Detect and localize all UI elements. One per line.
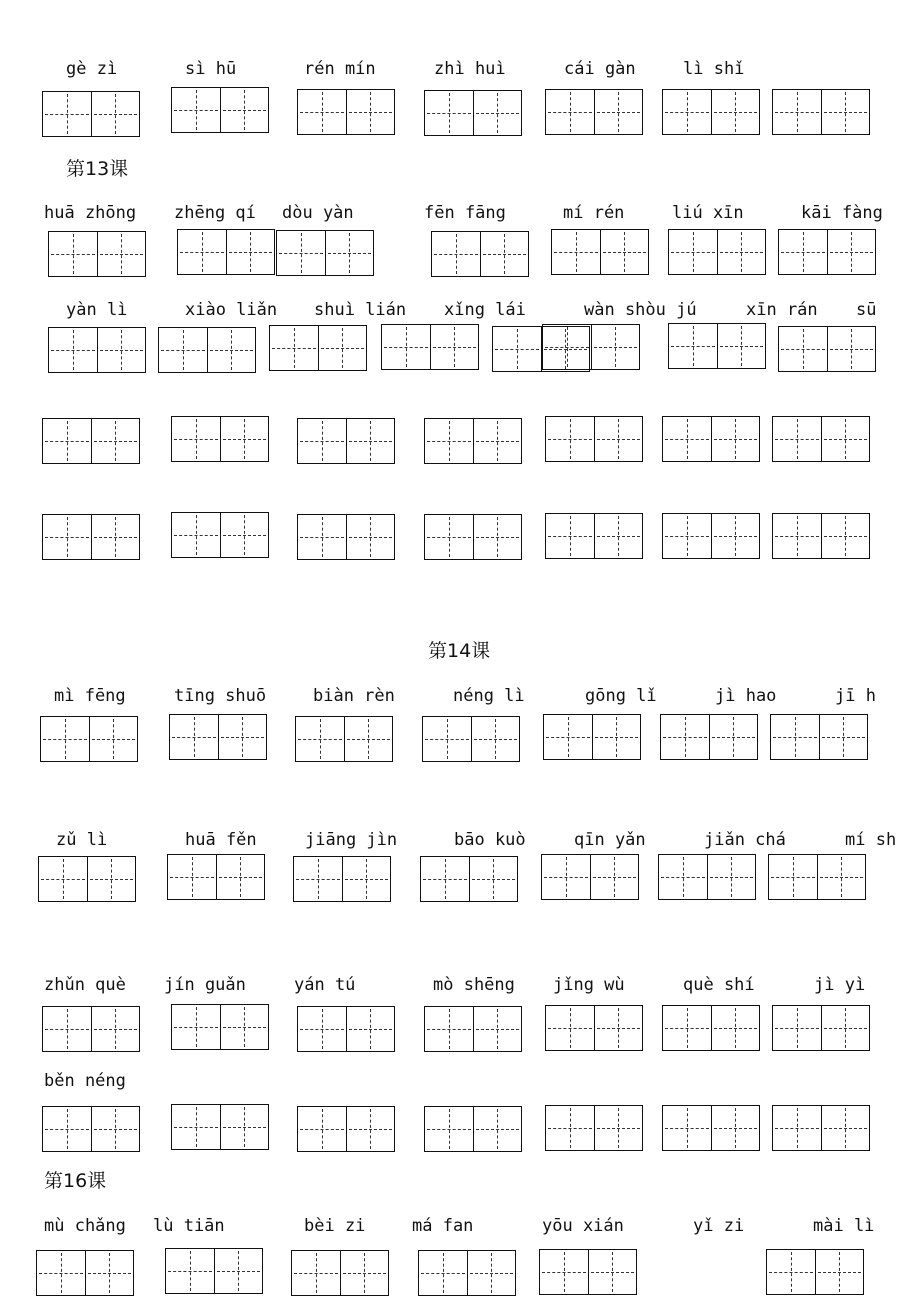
writing-box[interactable] [772,1005,870,1051]
char-cell[interactable] [473,91,522,135]
pinyin-label: jǐng wù [553,975,625,995]
char-cell[interactable] [707,855,756,899]
char-cell[interactable] [773,1006,821,1050]
char-cell[interactable] [277,231,325,275]
char-cell[interactable] [97,232,146,276]
char-cell[interactable] [588,1250,637,1294]
writing-box[interactable] [38,856,136,902]
char-cell[interactable] [43,1107,91,1151]
writing-box[interactable] [772,1105,870,1151]
char-cell[interactable] [421,857,469,901]
char-cell[interactable] [292,1251,340,1295]
writing-box[interactable] [297,1106,395,1152]
writing-box[interactable] [418,1250,516,1296]
char-cell[interactable] [773,1106,821,1150]
char-cell[interactable] [546,1106,594,1150]
char-cell[interactable] [87,857,136,901]
writing-box[interactable] [772,513,870,559]
char-cell[interactable] [663,90,711,134]
writing-box[interactable] [424,90,522,136]
pinyin-label: rén mín [304,59,376,79]
char-cell[interactable] [342,857,391,901]
writing-box[interactable] [662,89,760,135]
writing-box[interactable] [778,229,876,275]
char-cell[interactable] [346,515,395,559]
pinyin-label: huā zhōng [44,203,137,223]
char-cell[interactable] [821,1006,870,1050]
char-cell[interactable] [298,1007,346,1051]
char-cell[interactable] [769,855,817,899]
char-cell[interactable] [711,1006,760,1050]
char-cell[interactable] [91,1107,140,1151]
char-cell[interactable] [594,514,643,558]
pinyin-label: què shí [683,975,755,995]
pinyin-label: cái gàn [564,59,636,79]
pinyin-label: gè zì [66,59,118,79]
char-cell[interactable] [711,1106,760,1150]
writing-box[interactable] [662,513,760,559]
char-cell[interactable] [298,419,346,463]
writing-box[interactable] [545,416,643,462]
char-cell[interactable] [423,717,471,761]
pinyin-label: dòu yàn [282,203,354,223]
writing-box[interactable] [545,513,643,559]
char-cell[interactable] [473,419,522,463]
writing-box[interactable] [42,91,140,137]
char-cell[interactable] [419,1251,467,1295]
char-cell[interactable] [473,1007,522,1051]
writing-box[interactable] [662,416,760,462]
pinyin-label: zhǔn què [44,975,126,995]
pinyin-label: bāo kuò [454,830,526,850]
char-cell[interactable] [540,1250,588,1294]
char-cell[interactable] [220,88,269,132]
char-cell[interactable] [542,855,590,899]
pinyin-label: qīn yǎn [574,830,646,850]
char-cell[interactable] [91,92,140,136]
writing-box[interactable] [424,1006,522,1052]
char-cell[interactable] [39,857,87,901]
char-cell[interactable] [432,232,480,276]
char-cell[interactable] [41,717,89,761]
char-cell[interactable] [425,419,473,463]
char-cell[interactable] [172,417,220,461]
writing-box[interactable] [431,231,529,277]
char-cell[interactable] [594,90,643,134]
writing-box[interactable] [539,1249,637,1295]
writing-box[interactable] [662,1105,760,1151]
char-cell[interactable] [815,1250,864,1294]
char-cell[interactable] [220,1005,269,1049]
char-cell[interactable] [43,515,91,559]
writing-box[interactable] [660,714,758,760]
char-cell[interactable] [425,91,473,135]
pinyin-label: lù tiān [153,1216,225,1236]
pinyin-label: fēn fāng [424,203,506,223]
pinyin-label: jiǎn chá [704,830,786,850]
char-cell[interactable] [172,88,220,132]
char-cell[interactable] [493,327,541,371]
writing-box[interactable] [171,1104,269,1150]
pinyin-label: xiào liǎn [185,300,278,320]
char-cell[interactable] [473,1107,522,1151]
writing-box[interactable] [551,229,649,275]
writing-box[interactable] [545,1005,643,1051]
char-cell[interactable] [661,715,709,759]
writing-box[interactable] [169,714,267,760]
char-cell[interactable] [821,1106,870,1150]
char-cell[interactable] [711,514,760,558]
writing-box[interactable] [658,854,756,900]
writing-box[interactable] [424,418,522,464]
char-cell[interactable] [709,715,758,759]
pinyin-label: mí sh [845,830,897,850]
pinyin-label: lì shǐ [683,59,745,79]
char-cell[interactable] [166,1249,214,1293]
char-cell[interactable] [767,1250,815,1294]
writing-box[interactable] [297,418,395,464]
writing-box[interactable] [48,327,146,373]
pinyin-label: zhì huì [434,59,506,79]
char-cell[interactable] [711,417,760,461]
char-cell[interactable] [425,515,473,559]
char-cell[interactable] [779,327,827,371]
char-cell[interactable] [159,328,207,372]
char-cell[interactable] [659,855,707,899]
pinyin-label: jī h [835,686,876,706]
pinyin-label: néng lì [453,686,525,706]
pinyin-label: mì fēng [54,686,126,706]
char-cell[interactable] [318,326,367,370]
char-cell[interactable] [340,1251,389,1295]
char-cell[interactable] [91,1007,140,1051]
writing-box[interactable] [297,89,395,135]
pinyin-label: mài lì [813,1216,875,1236]
char-cell[interactable] [821,90,870,134]
pinyin-label: yǐ zi [693,1216,745,1236]
char-cell[interactable] [91,419,140,463]
char-cell[interactable] [543,325,591,369]
char-cell[interactable] [663,1006,711,1050]
char-cell[interactable] [591,325,640,369]
char-cell[interactable] [168,855,216,899]
char-cell[interactable] [471,717,520,761]
char-cell[interactable] [773,90,821,134]
pinyin-label: zǔ lì [56,830,108,850]
char-cell[interactable] [178,230,226,274]
writing-box[interactable] [291,1250,389,1296]
writing-box[interactable] [668,323,766,369]
char-cell[interactable] [663,514,711,558]
writing-box[interactable] [295,716,393,762]
writing-box[interactable] [171,512,269,558]
char-cell[interactable] [594,1006,643,1050]
writing-box[interactable] [165,1248,263,1294]
char-cell[interactable] [473,515,522,559]
char-cell[interactable] [819,715,868,759]
char-cell[interactable] [172,1005,220,1049]
char-cell[interactable] [216,855,265,899]
char-cell[interactable] [97,328,146,372]
char-cell[interactable] [294,857,342,901]
lesson-heading: 第16课 [44,1170,107,1192]
pinyin-label: liú xīn [672,203,744,223]
pinyin-label: zhēng qí [174,203,256,223]
writing-box[interactable] [167,854,265,900]
pinyin-label: běn néng [44,1071,126,1091]
char-cell[interactable] [817,855,866,899]
char-cell[interactable] [170,715,218,759]
writing-box[interactable] [778,326,876,372]
char-cell[interactable] [546,1006,594,1050]
char-cell[interactable] [773,514,821,558]
char-cell[interactable] [220,1105,269,1149]
char-cell[interactable] [49,328,97,372]
writing-box[interactable] [422,716,520,762]
writing-box[interactable] [424,1106,522,1152]
pinyin-label: xǐng lái [444,300,526,320]
char-cell[interactable] [220,417,269,461]
char-cell[interactable] [344,717,393,761]
char-cell[interactable] [296,717,344,761]
pinyin-label: bèi zi [304,1216,366,1236]
char-cell[interactable] [37,1251,85,1295]
char-cell[interactable] [663,417,711,461]
pinyin-label: tīng shuō [174,686,267,706]
char-cell[interactable] [298,90,346,134]
pinyin-label: mù chǎng [44,1216,126,1236]
char-cell[interactable] [771,715,819,759]
writing-box[interactable] [662,1005,760,1051]
char-cell[interactable] [827,327,876,371]
writing-box[interactable] [276,230,374,276]
char-cell[interactable] [544,715,592,759]
pinyin-label: huā fěn [185,830,257,850]
char-cell[interactable] [669,324,717,368]
char-cell[interactable] [270,326,318,370]
char-cell[interactable] [346,1107,395,1151]
char-cell[interactable] [325,231,374,275]
writing-box[interactable] [36,1250,134,1296]
char-cell[interactable] [546,90,594,134]
pinyin-label: sū [856,300,877,320]
char-cell[interactable] [590,855,639,899]
char-cell[interactable] [773,417,821,461]
pinyin-label: gōng lǐ [585,686,657,706]
char-cell[interactable] [346,1007,395,1051]
char-cell[interactable] [43,1007,91,1051]
writing-box[interactable] [381,324,479,370]
writing-box[interactable] [542,324,640,370]
char-cell[interactable] [594,1106,643,1150]
char-cell[interactable] [218,715,267,759]
char-cell[interactable] [43,419,91,463]
writing-box[interactable] [42,1006,140,1052]
pinyin-label: yàn lì [66,300,128,320]
char-cell[interactable] [298,515,346,559]
writing-box[interactable] [541,854,639,900]
pinyin-label: mí rén [563,203,625,223]
writing-box[interactable] [171,87,269,133]
char-cell[interactable] [821,417,870,461]
char-cell[interactable] [89,717,138,761]
writing-box[interactable] [48,231,146,277]
pinyin-label: sì hū [185,59,237,79]
char-cell[interactable] [85,1251,134,1295]
char-cell[interactable] [600,230,649,274]
writing-box[interactable] [42,418,140,464]
char-cell[interactable] [382,325,430,369]
char-cell[interactable] [552,230,600,274]
writing-box[interactable] [42,1106,140,1152]
writing-box[interactable] [297,1006,395,1052]
char-cell[interactable] [546,417,594,461]
char-cell[interactable] [430,325,479,369]
char-cell[interactable] [669,230,717,274]
writing-box[interactable] [424,514,522,560]
writing-box[interactable] [420,856,518,902]
pinyin-label: yán tú [294,975,356,995]
writing-box[interactable] [177,229,275,275]
lesson-heading: 第13课 [66,158,129,180]
writing-box[interactable] [543,714,641,760]
writing-box[interactable] [766,1249,864,1295]
pinyin-label: jì yì [814,975,866,995]
writing-box[interactable] [668,229,766,275]
pinyin-label: má fan [412,1216,474,1236]
char-cell[interactable] [425,1007,473,1051]
writing-box[interactable] [545,1105,643,1151]
pinyin-label: wàn shòu jú [584,300,697,320]
char-cell[interactable] [469,857,518,901]
char-cell[interactable] [207,328,256,372]
char-cell[interactable] [49,232,97,276]
char-cell[interactable] [594,417,643,461]
char-cell[interactable] [172,1105,220,1149]
pinyin-label: jì hao [715,686,777,706]
pinyin-label: xīn rán [746,300,818,320]
char-cell[interactable] [220,513,269,557]
char-cell[interactable] [711,90,760,134]
pinyin-label: mò shēng [433,975,515,995]
writing-box[interactable] [293,856,391,902]
char-cell[interactable] [717,324,766,368]
pinyin-label: kāi fàng [801,203,883,223]
pinyin-label: shuì lián [314,300,407,320]
writing-box[interactable] [171,416,269,462]
char-cell[interactable] [480,232,529,276]
writing-box[interactable] [545,89,643,135]
char-cell[interactable] [172,513,220,557]
lesson-heading: 第14课 [428,640,491,662]
char-cell[interactable] [346,419,395,463]
char-cell[interactable] [779,230,827,274]
writing-box[interactable] [269,325,367,371]
char-cell[interactable] [546,514,594,558]
writing-box[interactable] [297,514,395,560]
writing-box[interactable] [768,854,866,900]
pinyin-label: yōu xián [542,1216,624,1236]
writing-box[interactable] [42,514,140,560]
writing-box[interactable] [158,327,256,373]
writing-box[interactable] [40,716,138,762]
char-cell[interactable] [425,1107,473,1151]
pinyin-label: jiāng jìn [305,830,398,850]
char-cell[interactable] [663,1106,711,1150]
pinyin-label: jín guǎn [164,975,246,995]
char-cell[interactable] [298,1107,346,1151]
char-cell[interactable] [43,92,91,136]
char-cell[interactable] [346,90,395,134]
char-cell[interactable] [717,230,766,274]
char-cell[interactable] [91,515,140,559]
writing-box[interactable] [772,416,870,462]
char-cell[interactable] [592,715,641,759]
char-cell[interactable] [226,230,275,274]
char-cell[interactable] [821,514,870,558]
writing-box[interactable] [770,714,868,760]
writing-box[interactable] [772,89,870,135]
char-cell[interactable] [467,1251,516,1295]
char-cell[interactable] [827,230,876,274]
pinyin-label: biàn rèn [313,686,395,706]
char-cell[interactable] [214,1249,263,1293]
writing-box[interactable] [171,1004,269,1050]
